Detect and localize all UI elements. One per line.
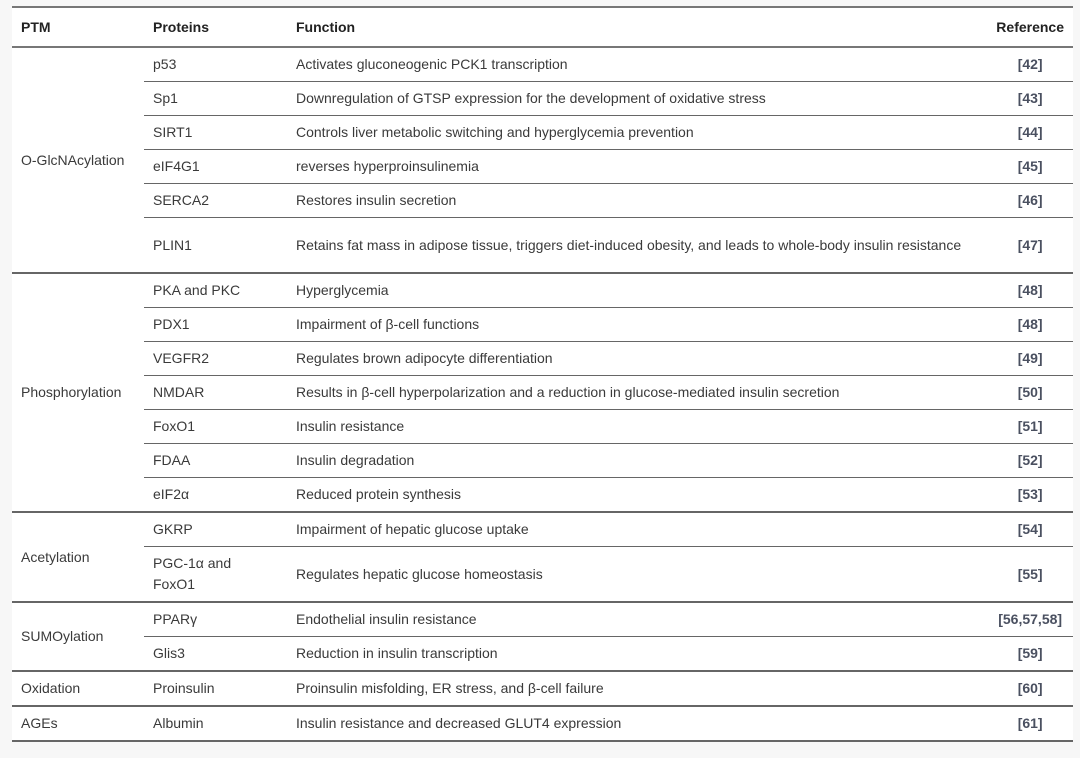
table-row — [12, 376, 1073, 410]
reference-cell — [987, 602, 1073, 637]
reference-cell — [987, 444, 1073, 478]
protein-cell: VEGFR2 — [144, 342, 287, 376]
protein-cell: PGC-1α and FoxO1 — [144, 547, 287, 603]
table-row — [12, 706, 1073, 741]
protein-cell: Proinsulin — [144, 671, 287, 706]
reference-cell — [987, 342, 1073, 376]
reference-cell — [987, 512, 1073, 547]
reference-link[interactable]: [48] — [1017, 316, 1043, 332]
table-row — [12, 637, 1073, 672]
function-cell: Regulates hepatic glucose homeostasis — [287, 547, 987, 603]
reference-link[interactable]: [43] — [1017, 90, 1043, 106]
table-row — [12, 184, 1073, 218]
table-row — [12, 512, 1073, 547]
table-row — [12, 602, 1073, 637]
ptm-cell: O-GlcNAcylation — [12, 47, 144, 273]
function-cell: Results in β-cell hyperpolarization and a reduction in glucose-mediated insulin secretion — [287, 376, 987, 410]
protein-cell: Albumin — [144, 706, 287, 741]
protein-cell: PKA and PKC — [144, 273, 287, 308]
header-proteins: Proteins — [144, 7, 287, 47]
reference-link[interactable]: [60] — [1017, 680, 1043, 696]
reference-cell — [987, 184, 1073, 218]
reference-cell — [987, 478, 1073, 513]
protein-cell: GKRP — [144, 512, 287, 547]
header-ptm: PTM — [12, 7, 144, 47]
function-cell: Activates gluconeogenic PCK1 transcription — [287, 47, 987, 82]
reference-link[interactable]: [49] — [1017, 350, 1043, 366]
ptm-cell: Oxidation — [12, 671, 144, 706]
table-header-row — [12, 7, 1073, 47]
protein-cell: eIF2α — [144, 478, 287, 513]
reference-link[interactable]: [56,57,58] — [998, 611, 1063, 627]
reference-cell — [987, 547, 1073, 603]
table-row — [12, 342, 1073, 376]
table-row — [12, 116, 1073, 150]
reference-cell — [987, 706, 1073, 741]
protein-cell: PPARγ — [144, 602, 287, 637]
reference-link[interactable]: [55] — [1017, 565, 1043, 582]
table-row — [12, 47, 1073, 82]
ptm-cell: SUMOylation — [12, 602, 144, 671]
ptm-cell: AGEs — [12, 706, 144, 741]
table-row — [12, 150, 1073, 184]
function-cell: Insulin resistance — [287, 410, 987, 444]
function-cell: Impairment of hepatic glucose uptake — [287, 512, 987, 547]
table-body — [12, 47, 1073, 741]
reference-cell — [987, 308, 1073, 342]
protein-cell: PLIN1 — [144, 218, 287, 274]
protein-cell: FoxO1 — [144, 410, 287, 444]
table-row — [12, 478, 1073, 513]
function-cell: Impairment of β-cell functions — [287, 308, 987, 342]
protein-cell: Sp1 — [144, 82, 287, 116]
table-container — [12, 6, 1073, 742]
protein-cell: Glis3 — [144, 637, 287, 672]
function-cell: Endothelial insulin resistance — [287, 602, 987, 637]
table-row — [12, 308, 1073, 342]
header-reference: Reference — [987, 7, 1073, 47]
function-cell: Reduced protein synthesis — [287, 478, 987, 513]
function-cell: Insulin degradation — [287, 444, 987, 478]
reference-cell — [987, 273, 1073, 308]
function-cell: reverses hyperproinsulinemia — [287, 150, 987, 184]
protein-cell: NMDAR — [144, 376, 287, 410]
reference-cell — [987, 82, 1073, 116]
header-function: Function — [287, 7, 987, 47]
reference-cell — [987, 116, 1073, 150]
reference-link[interactable]: [47] — [1017, 236, 1043, 253]
reference-cell — [987, 218, 1073, 274]
reference-link[interactable]: [52] — [1017, 452, 1043, 468]
ptm-cell: Phosphorylation — [12, 273, 144, 512]
function-cell: Proinsulin misfolding, ER stress, and β-cell failure — [287, 671, 987, 706]
function-cell: Retains fat mass in adipose tissue, triggers diet-induced obesity, and leads to whole-body insulin resistance — [287, 218, 987, 274]
protein-cell: SERCA2 — [144, 184, 287, 218]
protein-cell: FDAA — [144, 444, 287, 478]
reference-link[interactable]: [54] — [1017, 521, 1043, 537]
function-cell: Regulates brown adipocyte differentiation — [287, 342, 987, 376]
table-row — [12, 671, 1073, 706]
protein-cell: SIRT1 — [144, 116, 287, 150]
reference-link[interactable]: [51] — [1017, 418, 1043, 434]
reference-link[interactable]: [44] — [1017, 124, 1043, 140]
reference-cell — [987, 150, 1073, 184]
table-row — [12, 410, 1073, 444]
reference-link[interactable]: [42] — [1017, 56, 1043, 72]
table-row — [12, 218, 1073, 274]
function-cell: Downregulation of GTSP expression for the development of oxidative stress — [287, 82, 987, 116]
protein-cell: p53 — [144, 47, 287, 82]
reference-link[interactable]: [45] — [1017, 158, 1043, 174]
table-row — [12, 273, 1073, 308]
function-cell: Insulin resistance and decreased GLUT4 expression — [287, 706, 987, 741]
reference-cell — [987, 376, 1073, 410]
protein-cell: PDX1 — [144, 308, 287, 342]
protein-cell: eIF4G1 — [144, 150, 287, 184]
reference-cell — [987, 47, 1073, 82]
reference-link[interactable]: [50] — [1017, 384, 1043, 400]
reference-cell — [987, 637, 1073, 672]
table-row — [12, 547, 1073, 603]
reference-link[interactable]: [48] — [1017, 282, 1043, 298]
function-cell: Reduction in insulin transcription — [287, 637, 987, 672]
reference-link[interactable]: [53] — [1017, 486, 1043, 502]
ptm-cell: Acetylation — [12, 512, 144, 602]
ptm-table — [12, 6, 1073, 742]
reference-cell — [987, 410, 1073, 444]
reference-link[interactable]: [46] — [1017, 192, 1043, 208]
function-cell: Controls liver metabolic switching and hyperglycemia prevention — [287, 116, 987, 150]
reference-link[interactable]: [61] — [1017, 715, 1043, 731]
reference-link[interactable]: [59] — [1017, 645, 1043, 661]
function-cell: Hyperglycemia — [287, 273, 987, 308]
reference-cell — [987, 671, 1073, 706]
table-row — [12, 82, 1073, 116]
function-cell: Restores insulin secretion — [287, 184, 987, 218]
table-row — [12, 444, 1073, 478]
